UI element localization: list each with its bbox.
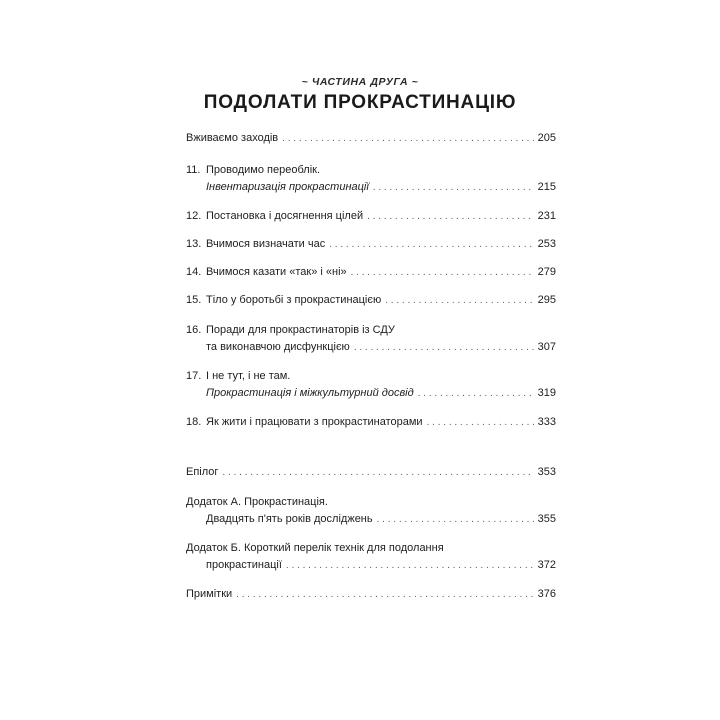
page-number: 333 [537, 416, 556, 428]
toc-entry [186, 264, 556, 280]
page-number: 353 [537, 466, 556, 478]
toc-line [186, 464, 556, 480]
toc-line [186, 414, 556, 430]
toc-entry-text: Прокрастинація і міжкультурний досвід [206, 387, 414, 399]
chapter-number: 11. [186, 164, 201, 176]
toc-line [186, 208, 556, 224]
dot-leader [282, 131, 533, 147]
dot-leader [329, 237, 533, 253]
chapter-number: 16. [186, 324, 202, 336]
toc-entry-text: Двадцять п'ять років досліджень [206, 513, 373, 525]
toc-line [186, 179, 556, 195]
toc-entry-text: Додаток А. Прокрастинація. [186, 496, 328, 508]
chapter-number: 17. [186, 370, 202, 382]
dot-leader [377, 512, 534, 528]
toc-entry-text: Інвентаризація прокрастинації [206, 181, 369, 193]
dot-leader [385, 293, 533, 309]
page-number: 319 [537, 387, 556, 399]
toc-line [186, 557, 556, 573]
page-number: 295 [537, 294, 556, 306]
toc-line [186, 162, 556, 178]
toc-entry-text: Постановка і досягнення цілей [206, 210, 364, 222]
toc-line [186, 236, 556, 252]
toc-entry [186, 130, 556, 146]
page-number: 231 [537, 210, 556, 222]
toc-entry-text: Вчимося казати «так» і «ні» [206, 266, 347, 278]
toc-line [186, 339, 556, 355]
page-number: 253 [537, 238, 556, 250]
dot-leader [354, 340, 534, 356]
toc-entry-text: Як жити і працювати з прокрастинаторами [206, 416, 423, 428]
toc-entry-text: І не тут, і не там. [206, 370, 291, 382]
chapter-number: 14. [186, 266, 202, 278]
dot-leader [236, 587, 533, 603]
toc-entry-text: та виконавчою дисфункцією [206, 341, 350, 353]
toc-entry-text: Примітки [186, 588, 233, 600]
dot-leader [286, 558, 534, 574]
page-number: 279 [537, 266, 556, 278]
toc-entry-text: Вчимося визначати час [206, 238, 326, 250]
toc-entry-text: прокрастинації [206, 559, 282, 571]
toc-entry-text: Вживаємо заходів [186, 132, 279, 144]
toc-line [186, 264, 556, 280]
page-number: 372 [537, 559, 556, 571]
chapter-number: 18. [186, 416, 202, 428]
page-number: 355 [537, 513, 556, 525]
toc-line [186, 322, 556, 338]
toc-entry [186, 494, 556, 527]
toc-entry [186, 236, 556, 252]
chapter-number: 12. [186, 210, 202, 222]
toc-entry [186, 208, 556, 224]
page-title: ПОДОЛАТИ ПРОКРАСТИНАЦІЮ [203, 92, 517, 113]
toc-line [186, 368, 556, 384]
dot-leader [222, 465, 533, 481]
toc-line [186, 494, 556, 510]
toc-line [186, 385, 556, 401]
toc-entry [186, 414, 556, 430]
toc-line [186, 540, 556, 556]
page-number: 215 [537, 181, 556, 193]
dot-leader [367, 209, 534, 225]
chapter-number: 15. [186, 294, 202, 306]
toc-entry-text: Проводимо переоблік. [206, 164, 321, 176]
toc-entry-text: Епілог [186, 466, 219, 478]
toc-entry-text: Тіло у боротьбі з прокрастинацією [206, 294, 382, 306]
page-number: 376 [537, 588, 556, 600]
toc-entry [186, 540, 556, 573]
toc-entry [186, 464, 556, 480]
chapter-number: 13. [186, 238, 202, 250]
dot-leader [427, 415, 534, 431]
dot-leader [373, 180, 534, 196]
part-label: ~ ЧАСТИНА ДРУГА ~ [301, 76, 419, 88]
toc-entry-text: Додаток Б. Короткий перелік технік для подолання [186, 542, 444, 554]
toc-entry [186, 162, 556, 195]
toc-line [186, 292, 556, 308]
toc-entry [186, 368, 556, 401]
page-number: 307 [537, 341, 556, 353]
dot-leader [351, 265, 534, 281]
toc-line [186, 511, 556, 527]
toc-entry [186, 292, 556, 308]
toc-entry-text: Поради для прокрастинаторів із СДУ [206, 324, 395, 336]
page-number: 205 [537, 132, 556, 144]
dot-leader [418, 386, 534, 402]
toc-line [186, 586, 556, 602]
toc-entry [186, 322, 556, 355]
toc-entry [186, 586, 556, 602]
toc-line [186, 130, 556, 146]
